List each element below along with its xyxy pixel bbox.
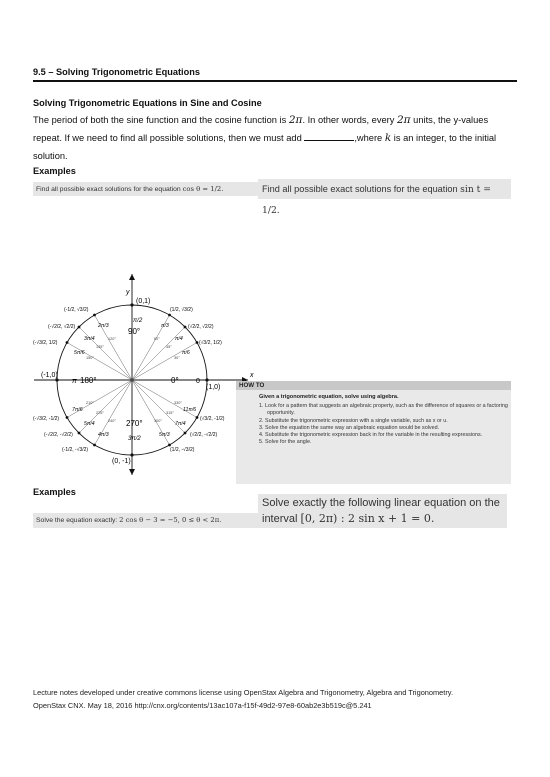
coord-q2-150: (-√3/2, 1/2) [33, 340, 58, 346]
para-math-k: k [384, 132, 392, 144]
para-text-2: . In other words, every [302, 115, 397, 125]
fill-in-blank [304, 132, 354, 141]
example-sin-linear-math: [0, 2π) : 2 sin x + 1 = 0. [300, 512, 435, 525]
rad-4pi-3: 4π/3 [98, 432, 109, 438]
y-axis-arrow-down [129, 469, 135, 475]
para-text-5: is an integer, to the initial solution. [33, 133, 497, 161]
y-axis-label: y [126, 289, 130, 296]
example-sin-linear-line2 [262, 511, 503, 527]
rad-7pi-6: 7π/6 [72, 407, 83, 413]
rad-pi-over-2: π/2 [133, 317, 143, 324]
rad-7pi-4: 7π/4 [175, 421, 186, 427]
deg-240: 240° [108, 419, 116, 423]
examples-heading-2: Examples [33, 487, 76, 497]
intro-paragraph [33, 111, 519, 165]
deg-210: 210° [86, 401, 94, 405]
deg-180: 180° [80, 376, 97, 385]
deg-90: 90° [128, 327, 141, 336]
rad-0: 0 [196, 378, 200, 385]
deg-300: 300° [154, 419, 162, 423]
howto-subtitle: Given a trigonometric equation, solve using algebra. [259, 394, 399, 400]
examples-heading: Examples [33, 166, 76, 176]
howto-title: HOW TO [236, 381, 511, 390]
deg-270: 270° [126, 419, 143, 428]
coord-q1-30: (√3/2, 1/2) [199, 340, 222, 346]
footer-line-1: Lecture notes developed under creative commons license using OpenStax Algebra and Trigonometry, Algebra and Trigonometry. [33, 688, 453, 697]
deg-120: 120° [108, 337, 116, 341]
rad-2pi-3: 2π/3 [98, 323, 109, 329]
howto-step: 4. Substitute the trigonometric expression back in for the variable in the resulting expressions. [259, 432, 483, 439]
rad-pi-6: π/6 [182, 350, 190, 356]
example-cos-box [33, 182, 258, 196]
para-math-period: 2π [288, 114, 303, 126]
example-cos-linear-text: Solve the equation exactly: [36, 517, 120, 524]
para-text-1: The period of both the sine function and the cosine function is [33, 115, 289, 125]
deg-0: 0° [171, 376, 179, 385]
howto-steps [258, 403, 508, 447]
rad-5pi-6: 5π/6 [74, 350, 85, 356]
para-math-period-2: 2π [397, 114, 411, 126]
section-title: 9.5 – Solving Trigonometric Equations [33, 67, 200, 77]
deg-330: 330° [174, 401, 182, 405]
example-cos-linear-math: 2 cos θ − 3 = −5, 0 ≤ θ < 2π. [119, 516, 222, 524]
deg-315: 315° [166, 411, 174, 415]
para-text-4: ,where [354, 133, 385, 143]
unit-circle-diagram [30, 270, 260, 480]
rad-11pi-6: 11π/6 [183, 407, 197, 413]
rad-3pi-4: 3π/4 [84, 336, 95, 342]
point-top: (0,1) [136, 298, 151, 305]
deg-45: 45° [166, 345, 172, 349]
rad-pi-3: π/3 [161, 323, 169, 329]
howto-step: 5. Solve for the angle. [259, 439, 312, 446]
example-sin-text: Find all possible exact solutions for the equation [262, 184, 461, 194]
deg-225: 225° [96, 411, 104, 415]
example-sin-linear-line1: Solve exactly the following linear equation on the [262, 497, 500, 509]
rad-3pi-over-2: 3π/2 [128, 435, 141, 442]
coord-q1-60: (1/2, √3/2) [170, 307, 193, 313]
title-underline [33, 80, 517, 82]
rad-pi: π [72, 378, 77, 385]
coord-q4-315: (√2/2, -√2/2) [190, 432, 218, 438]
deg-135: 135° [96, 345, 104, 349]
point-right: (1,0) [206, 384, 221, 391]
subsection-heading: Solving Trigonometric Equations in Sine and Cosine [33, 98, 262, 108]
coord-q2-135: (-√2/2, √2/2) [48, 324, 76, 330]
coord-q3-240: (-1/2, -√3/2) [62, 447, 89, 453]
footer-line-2: OpenStax CNX. May 18, 2016 http://cnx.org/contents/13ac107a-f15f-49d2-97e8-60ab2e3b519c@5.241 [33, 701, 372, 710]
rad-5pi-3: 5π/3 [159, 432, 170, 438]
howto-box [236, 381, 511, 484]
howto-step: 1. Look for a pattern that suggests an algebraic property, such as the difference of squares or a factoring opportunity. [259, 403, 508, 417]
deg-60: 60° [154, 337, 160, 341]
coord-q1-45: (√2/2, √2/2) [188, 324, 214, 330]
footer-note [33, 686, 523, 712]
example-sin-linear-interval-text: interval [262, 513, 301, 525]
rad-5pi-4: 5π/4 [84, 421, 95, 427]
example-cos-linear-box [33, 513, 266, 528]
coord-q3-225: (-√2/2, -√2/2) [44, 432, 73, 438]
howto-step: 2. Substitute the trigonometric expression with a single variable, such as x or u. [259, 417, 448, 424]
example-sin-math: sin t = 1/2. [262, 184, 491, 216]
example-cos-math: cos θ = 1/2. [182, 185, 224, 193]
para-text-3: units, the y-values repeat. If we need to find all possible solutions, then we must add [33, 115, 489, 143]
y-axis-arrow [129, 274, 135, 280]
howto-step: 3. Solve the equation the same way an algebraic equation would be solved. [259, 424, 440, 431]
rad-pi-4: π/4 [175, 336, 183, 342]
x-axis-label: x [250, 372, 254, 379]
example-cos-text: Find all possible exact solutions for the equation [36, 186, 183, 193]
point-bottom: (0, -1) [112, 458, 131, 465]
coord-q2-120: (-1/2, √3/2) [64, 307, 89, 313]
example-sin-box [258, 179, 511, 216]
coord-q4-300: (1/2, -√3/2) [170, 447, 195, 453]
coord-q4-330: (√3/2, -1/2) [200, 416, 225, 422]
coord-q3-210: (-√3/2, -1/2) [33, 416, 60, 422]
example-sin-linear-box [258, 494, 507, 528]
deg-150: 150° [86, 356, 94, 360]
deg-30: 30° [174, 356, 180, 360]
point-left: (-1,0) [41, 372, 58, 379]
